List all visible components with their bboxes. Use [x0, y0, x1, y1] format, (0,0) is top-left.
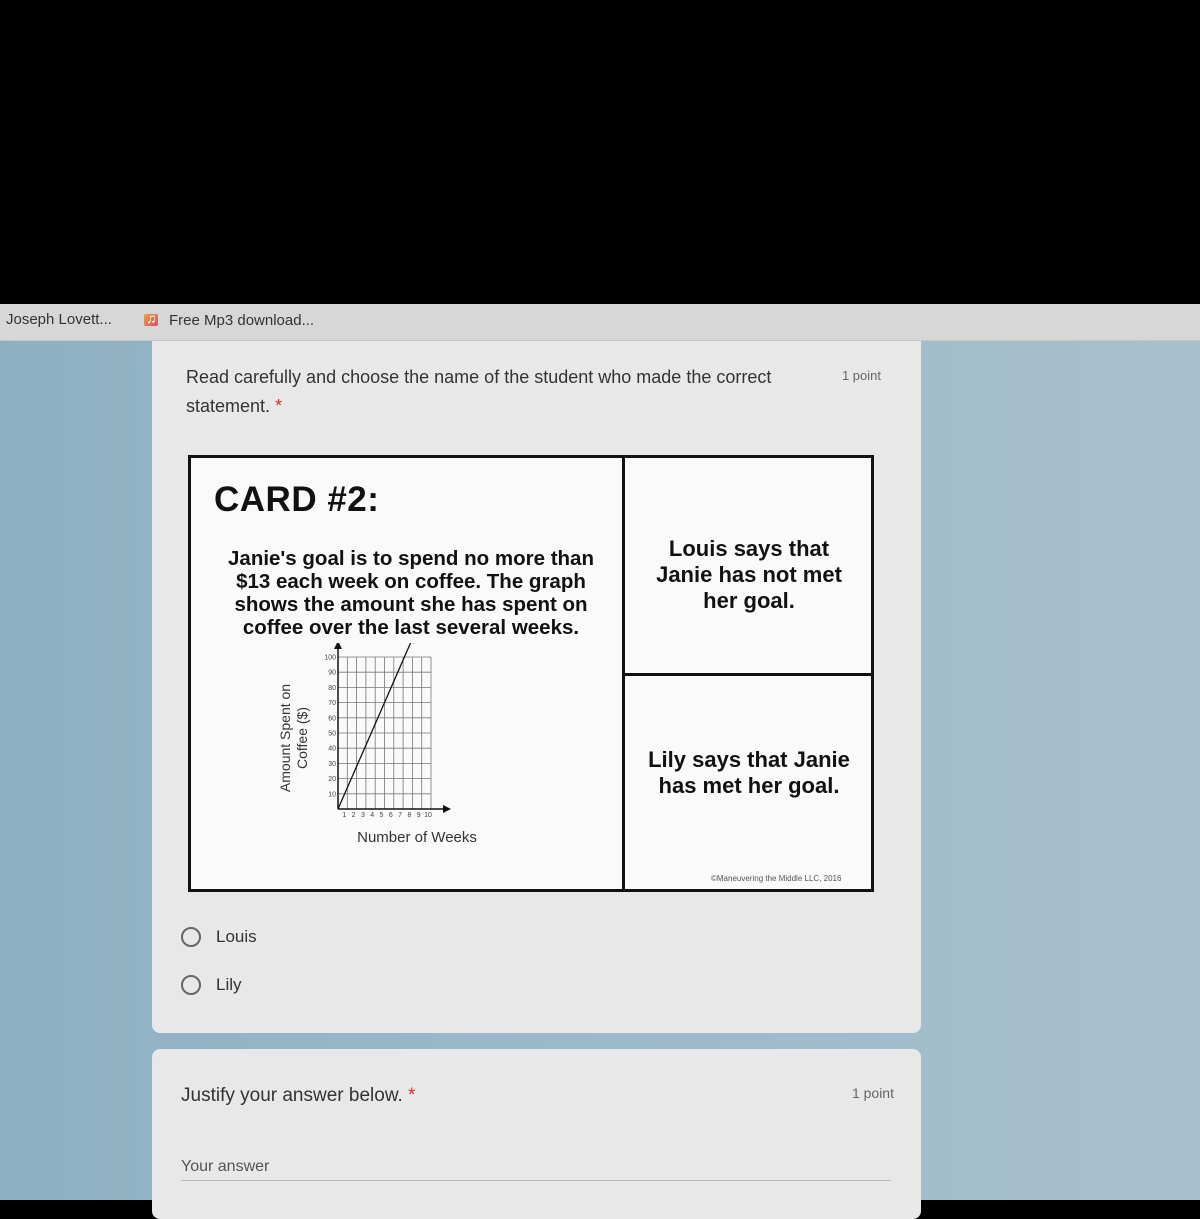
x-tick-label: 6 — [388, 812, 393, 819]
question-title: Read carefully and choose the name of the student who made the correct statement. * — [186, 367, 772, 416]
points-label: 1 point — [841, 368, 881, 383]
radio-button[interactable] — [181, 927, 201, 947]
x-tick-label: 2 — [351, 812, 356, 819]
bookmark-free-mp3[interactable] — [143, 311, 314, 329]
x-tick-label: 4 — [370, 812, 375, 819]
y-axis-label-line2: Coffee ($) — [294, 707, 310, 769]
x-tick-label: 9 — [416, 812, 421, 819]
option-label: Lily — [216, 975, 242, 994]
card-title: CARD #2: — [214, 480, 380, 519]
lily-statement: Lily says that Janie has met her goal. — [648, 747, 850, 798]
required-asterisk: * — [408, 1085, 416, 1106]
x-tick-label: 7 — [398, 812, 403, 819]
question-card-2 — [152, 1049, 921, 1219]
chart-axes — [334, 643, 451, 813]
figure-divider-horizontal — [625, 673, 871, 676]
option-label: Louis — [216, 927, 257, 946]
copyright-text: ©Maneuvering the Middle LLC, 2016 — [711, 874, 842, 883]
chart-series — [338, 643, 414, 809]
bookmark-label: Joseph Lovett... — [6, 311, 112, 328]
y-axis-label-line1: Amount Spent on — [277, 683, 293, 793]
question-card-1 — [152, 341, 921, 1033]
series-line — [338, 643, 413, 809]
y-tick-label: 10 — [328, 791, 336, 799]
music-note-icon — [143, 311, 161, 329]
y-tick-label: 50 — [328, 730, 336, 738]
y-tick-label: 40 — [328, 745, 336, 753]
chart-grid — [338, 657, 431, 809]
question-title: Justify your answer below. * — [181, 1085, 416, 1106]
y-tick-label: 60 — [328, 715, 336, 723]
bookmark-label: Free Mp3 download... — [169, 311, 315, 329]
top-black-area — [0, 0, 1200, 304]
x-axis-arrow — [443, 805, 451, 813]
bookmarks-bar — [0, 304, 1200, 341]
y-tick-label: 70 — [328, 700, 336, 708]
x-tick-label: 1 — [342, 812, 347, 819]
coffee-spending-chart — [271, 643, 511, 873]
y-axis-arrow — [334, 643, 342, 649]
card-description: Janie's goal is to spend no more than $13 each week on coffee. The graph shows the amount she has spent on coffee over the last several weeks. — [228, 547, 594, 639]
option-louis[interactable] — [181, 927, 257, 947]
radio-button[interactable] — [181, 975, 201, 995]
required-asterisk: * — [275, 396, 283, 416]
y-tick-label: 90 — [328, 669, 336, 677]
question-image — [188, 455, 874, 892]
louis-statement: Louis says that Janie has not met her goal. — [656, 536, 842, 613]
x-axis-label: Number of Weeks — [357, 829, 477, 846]
y-tick-label: 80 — [328, 684, 336, 692]
x-tick-label: 3 — [360, 812, 365, 819]
y-tick-label: 30 — [328, 760, 336, 768]
bookmark-joseph-lovett[interactable] — [6, 311, 112, 328]
x-tick-label: 5 — [379, 812, 384, 819]
y-tick-labels — [324, 655, 336, 799]
y-tick-label: 100 — [324, 654, 336, 662]
x-tick-labels — [342, 812, 432, 819]
option-lily[interactable] — [181, 975, 242, 995]
x-tick-label: 8 — [407, 812, 412, 819]
points-label: 1 point — [851, 1085, 894, 1101]
y-tick-label: 20 — [328, 776, 336, 784]
answer-input[interactable] — [181, 1154, 891, 1181]
x-tick-label: 10 — [424, 812, 432, 819]
